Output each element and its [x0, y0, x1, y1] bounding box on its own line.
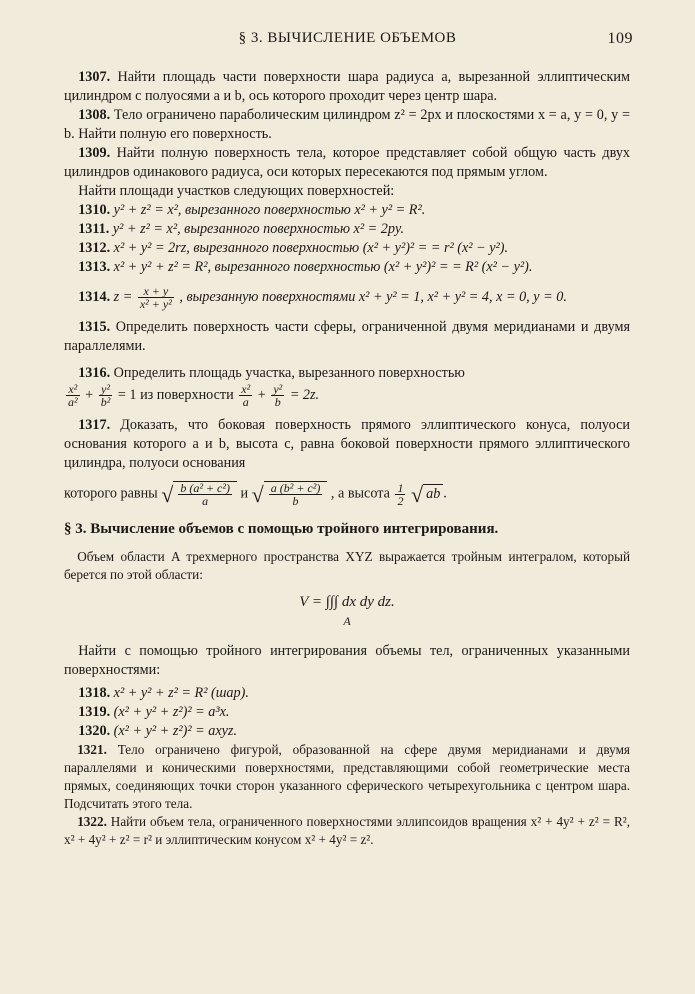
problem-number: 1315.: [78, 319, 111, 335]
fraction: [395, 482, 405, 507]
fraction-denominator: b: [292, 494, 299, 508]
radicand: [264, 481, 328, 507]
problem-1314: [64, 285, 630, 310]
fraction-numerator: b (a² + c²): [180, 481, 230, 495]
problem-text: Найти площадь части поверхности шара радиуса a, вырезанной эллиптическим цилиндром с полуосями a и b, ось которого проходит через центр шара.: [64, 69, 630, 104]
running-title: § 3. ВЫЧИСЛЕНИЕ ОБЪЕМОВ: [238, 30, 457, 46]
integral-subscript: A: [343, 614, 351, 628]
fraction-denominator: x² + y²: [139, 297, 172, 311]
problem-number: 1307.: [78, 69, 111, 85]
intro-areas: [64, 182, 630, 201]
radical-sign: √: [161, 481, 174, 507]
problem-text: Тело ограничено фигурой, образованной на сфере двумя меридианами и двумя параллелями и коническими поверхностями, представляющими собой геометрические места прямых, соединяющих точки сторон указанного сферического четырехугольника с центром шара. Подсчитать этого тела.: [64, 742, 631, 811]
problem-number: 1318.: [78, 685, 111, 701]
problem-number: 1319.: [78, 704, 111, 720]
fraction-denominator: b²: [100, 395, 111, 409]
intro-text: Найти площади участков следующих поверхностей:: [78, 183, 395, 199]
intro-text: Найти с помощью тройного интегрирования объемы тел, ограниченных указанными поверхностями:: [64, 643, 630, 678]
radical-sign: √: [251, 481, 264, 507]
fraction-numerator: x²: [241, 382, 251, 396]
formula-text: и: [240, 485, 249, 502]
problem-1308: [64, 106, 630, 144]
radicand: [173, 481, 237, 507]
problem-1316: [64, 364, 630, 408]
fraction-numerator: x²: [66, 383, 80, 396]
problem-number: 1320.: [78, 723, 111, 739]
fraction: [178, 482, 232, 507]
problem-text: (x² + y² + z²)² = axyz.: [113, 723, 237, 739]
problem-1312: [64, 239, 630, 258]
problem-number: 1311.: [78, 221, 110, 237]
fraction-denominator: a: [202, 494, 209, 508]
problem-1317-formula: [64, 481, 630, 507]
problem-number: 1316.: [78, 365, 111, 381]
problem-text: x² + y² + z² = R², вырезанного поверхностью (x² + y²)² = = R² (x² − y²).: [113, 259, 533, 275]
problem-number: 1317.: [78, 417, 111, 433]
page-content: [64, 68, 630, 849]
problem-text: y² + z² = x², вырезанного поверхностью x² + y² = R².: [113, 202, 426, 218]
problem-1307: [64, 68, 630, 106]
fraction-numerator: x + y: [138, 285, 174, 298]
problem-number: 1321.: [77, 742, 107, 757]
problem-1315: [64, 318, 630, 356]
problem-number: 1322.: [77, 814, 107, 829]
problem-text: Найти полную поверхность тела, которое представляет собой общую часть двух цилиндров одинакового радиуса, оси которых пересекаются под прямым углом.: [64, 145, 631, 180]
problem-number: 1314.: [78, 288, 111, 305]
problem-text: , вырезанную поверхностями x² + y² = 1, x² + y² = 4, x = 0, y = 0.: [179, 288, 567, 305]
fraction: [66, 383, 80, 408]
fraction-numerator: a (b² + c²): [270, 481, 321, 495]
intro-volumes: [64, 642, 630, 680]
radicand: ab: [423, 484, 443, 504]
problem-number: 1313.: [78, 259, 111, 275]
problem-text: y² + z² = x², вырезанного поверхностью x² = 2py.: [112, 221, 405, 237]
problem-1317: [64, 416, 630, 473]
problem-1310: [64, 201, 630, 220]
fraction-numerator: 1: [397, 480, 404, 495]
problem-text: Определить поверхность части сферы, ограниченной двумя меридианами и двумя параллелями.: [64, 319, 631, 354]
volume-intro: [64, 548, 630, 584]
fraction: [138, 285, 174, 310]
fraction-denominator: 2: [397, 493, 404, 508]
problem-1313: [64, 258, 630, 277]
problem-number: 1312.: [78, 240, 111, 256]
problem-1319: [64, 703, 630, 722]
problem-text: Определить площадь участка, вырезанного поверхностью: [113, 365, 465, 381]
problem-number: 1310.: [78, 202, 111, 218]
problem-text: Найти объем тела, ограниченного поверхностями эллипсоидов вращения x² + 4y² + z² = R², x² + 4y² + z² = r² и эллиптическим конусом x² + 4y² = z².: [64, 814, 631, 847]
problem-1321: [64, 741, 630, 813]
fraction-numerator: y²: [273, 382, 283, 396]
formula-text: = 1 из поверхности: [117, 386, 234, 403]
radical-sign: √: [411, 481, 424, 507]
problem-number: 1309.: [78, 145, 111, 161]
problem-1320: [64, 722, 630, 741]
fraction-numerator: y²: [99, 383, 113, 396]
formula-text: .: [443, 485, 447, 502]
formula-text: которого равны: [64, 485, 158, 502]
problem-1318: [64, 684, 630, 703]
problem-1309: [64, 144, 630, 182]
fraction-denominator: a²: [68, 395, 78, 409]
problem-text: x² + y² = 2rz, вырезанного поверхностью (x² + y²)² = = r² (x² − y²).: [113, 240, 509, 256]
fraction: [271, 383, 284, 408]
fraction: [99, 383, 113, 408]
formula-text: = 2z.: [289, 386, 320, 403]
intro-text: Объем области A трехмерного пространства XYZ выражается тройным интегралом, который берется по этой области:: [64, 549, 630, 582]
plus-sign: +: [85, 386, 94, 403]
page-number: 109: [607, 30, 633, 47]
formula-lhs: z =: [113, 288, 133, 305]
problem-number: 1308.: [78, 107, 111, 123]
problem-text: Доказать, что боковая поверхность прямого эллиптического конуса, полуоси основания которого a и b, высота c, равна боковой поверхности прямого эллиптического цилиндра, полуоси основания: [64, 417, 631, 471]
plus-sign: +: [257, 386, 266, 403]
fraction-denominator: a: [242, 395, 249, 409]
page-header: [62, 30, 633, 47]
fraction: [239, 383, 252, 408]
problem-1311: [64, 220, 630, 239]
problem-text: x² + y² + z² = R² (шар).: [113, 685, 249, 701]
fraction: [269, 482, 323, 507]
section-heading: § 3. Вычисление объемов с помощью тройного интегрирования.: [64, 521, 499, 537]
triple-integral-formula: [64, 593, 630, 631]
problem-text: Тело ограничено параболическим цилиндром z² = 2px и плоскостями x = a, y = 0, y = b. Найти полную его поверхность.: [64, 107, 631, 142]
formula-text: , а высота: [330, 485, 390, 502]
fraction-denominator: b: [274, 395, 281, 409]
problem-1322: [64, 813, 630, 849]
formula-text: V = ∫∫∫ dx dy dz.: [299, 594, 395, 610]
problem-text: (x² + y² + z²)² = a³x.: [113, 704, 230, 720]
